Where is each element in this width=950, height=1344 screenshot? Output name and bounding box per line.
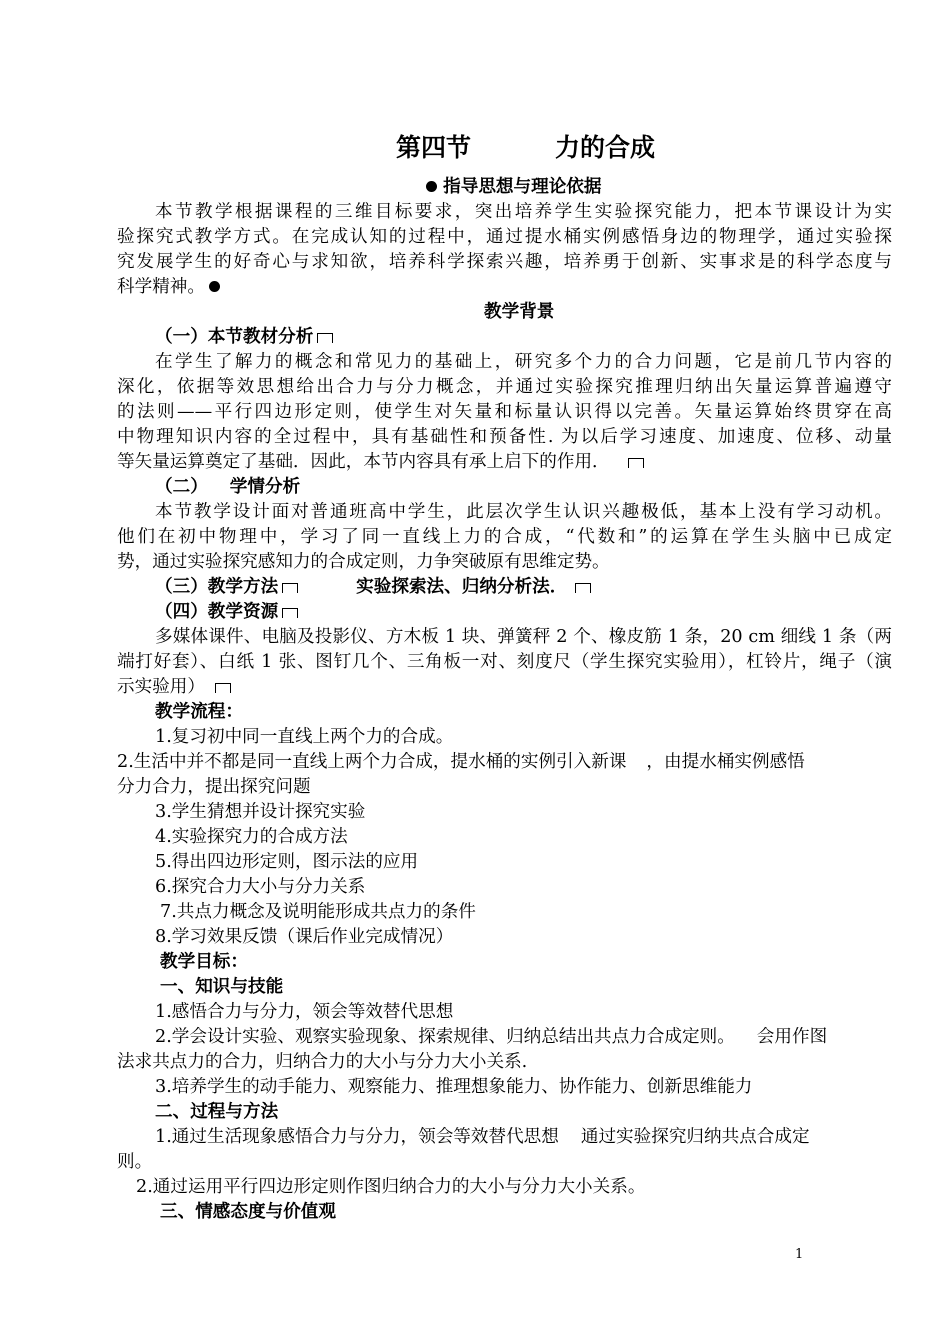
paragraph-line: 在学生了解力的概念和常见力的基础上，研究多个力的合力问题，它是前几节内容的 [155, 352, 892, 372]
list-item: 法求共点力的合力，归纳合力的大小与分力大小关系. [117, 1052, 528, 1072]
paragraph-line: 他们在初中物理中，学习了同一直线上力的合成，“代数和”的运算在学生头脑中已成定 [117, 527, 892, 547]
list-item: 4.实验探究力的合成方法 [155, 827, 348, 847]
section-heading: 教学背景 [484, 302, 555, 322]
page-title [396, 131, 696, 165]
subsection-heading: （四）教学资源 [155, 600, 555, 625]
page-number: 1 [795, 1247, 804, 1262]
paragraph-line: 究发展学生的好奇心与求知欲，培养科学探索兴趣，培养勇于创新、实事求是的科学态度与 [117, 252, 892, 272]
bullet-icon [209, 281, 220, 292]
paragraph-line: 本节教学设计面对普通班高中学生，此层次学生认识兴趣极低，基本上没有学习动机。 [155, 502, 892, 522]
subsection-heading: （二） 学情分析 [155, 477, 301, 497]
paragraph-line: 端打好套）、白纸 1 张、图钉几个、三角板一对、刻度尺（学生探究实验用），杠铃片，绳子（演 [117, 652, 892, 672]
list-item: 7.共点力概念及说明能形成共点力的条件 [160, 902, 476, 922]
list-item: 分力合力，提出探究问题 [117, 777, 311, 797]
title-topic: 力的合成 [555, 133, 656, 162]
paragraph-line: 势，通过实验探究感知力的合成定则，力争突破原有思维定势。 [117, 552, 610, 572]
paragraph-mark-icon [282, 608, 298, 618]
subsection-heading: （一）本节教材分析 [155, 325, 555, 350]
goals-heading: 教学目标： [160, 952, 248, 972]
paragraph-line: 多媒体课件、电脑及投影仪、方木板 1 块、弹簧秤 2 个、橡皮筋 1 条，20 cm 细线 1 条（两 [155, 627, 892, 647]
goal-heading: 二、过程与方法 [155, 1102, 279, 1122]
goal-heading: 一、知识与技能 [160, 977, 284, 997]
list-item: 8.学习效果反馈（课后作业完成情况） [155, 927, 454, 947]
list-item: 3.培养学生的动手能力、观察能力、推理想象能力、协作能力、创新思维能力 [155, 1077, 753, 1097]
subsection-heading: （三）教学方法 实验探索法、归纳分析法． [155, 575, 755, 600]
list-item: 则。 [117, 1152, 153, 1172]
paragraph-mark-icon [282, 583, 298, 593]
paragraph-line: 科学精神。 [117, 275, 892, 300]
paragraph-mark-icon [317, 333, 333, 343]
list-item: 2.通过运用平行四边形定则作图归纳合力的大小与分力大小关系。 [136, 1177, 646, 1197]
paragraph-mark-icon [215, 683, 231, 693]
list-item: 5.得出四边形定则，图示法的应用 [155, 852, 419, 872]
paragraph-line: 本节教学根据课程的三维目标要求，突出培养学生实验探究能力，把本节课设计为实 [155, 202, 892, 222]
paragraph-line: 验探究式教学方式。在完成认知的过程中，通过提水桶实例感悟身边的物理学，通过实验探 [117, 227, 892, 247]
paragraph-line: 中物理知识内容的全过程中，具有基础性和预备性. 为以后学习速度、加速度、位移、动量 [117, 427, 892, 447]
list-item: 1.感悟合力与分力，领会等效替代思想 [155, 1002, 454, 1022]
goal-heading: 三、情感态度与价值观 [160, 1202, 336, 1222]
list-item: 1.通过生活现象感悟合力与分力，领会等效替代思想 通过实验探究归纳共点合成定 [155, 1127, 810, 1147]
paragraph-line: 深化，依据等效思想给出合力与分力概念，并通过实验探究推理归纳出矢量运算普遍遵守 [117, 377, 892, 397]
list-item: 2.生活中并不都是同一直线上两个力合成，提水桶的实例引入新课 ，由提水桶实例感悟 [117, 752, 805, 772]
guide-heading: 指导思想与理论依据 [426, 175, 726, 200]
paragraph-line: 示实验用） [117, 675, 892, 700]
paragraph-mark-icon [575, 583, 591, 593]
paragraph-line: 等矢量运算奠定了基础．因此，本节内容具有承上启下的作用． [117, 450, 892, 475]
list-item: 2.学会设计实验、观察实验现象、探索规律、归纳总结出共点力合成定则。 会用作图 [155, 1027, 828, 1047]
bullet-icon [426, 181, 437, 192]
paragraph-line: 的法则——平行四边形定则，使学生对矢量和标量认识得以完善。矢量运算始终贯穿在高 [117, 402, 892, 422]
list-item: 3.学生猜想并设计探究实验 [155, 802, 366, 822]
flow-heading: 教学流程： [155, 702, 243, 722]
list-item: 6.探究合力大小与分力关系 [155, 877, 366, 897]
paragraph-mark-icon [628, 458, 644, 468]
title-section-number: 第四节 [396, 133, 472, 162]
list-item: 1.复习初中同一直线上两个力的合成。 [155, 727, 454, 747]
